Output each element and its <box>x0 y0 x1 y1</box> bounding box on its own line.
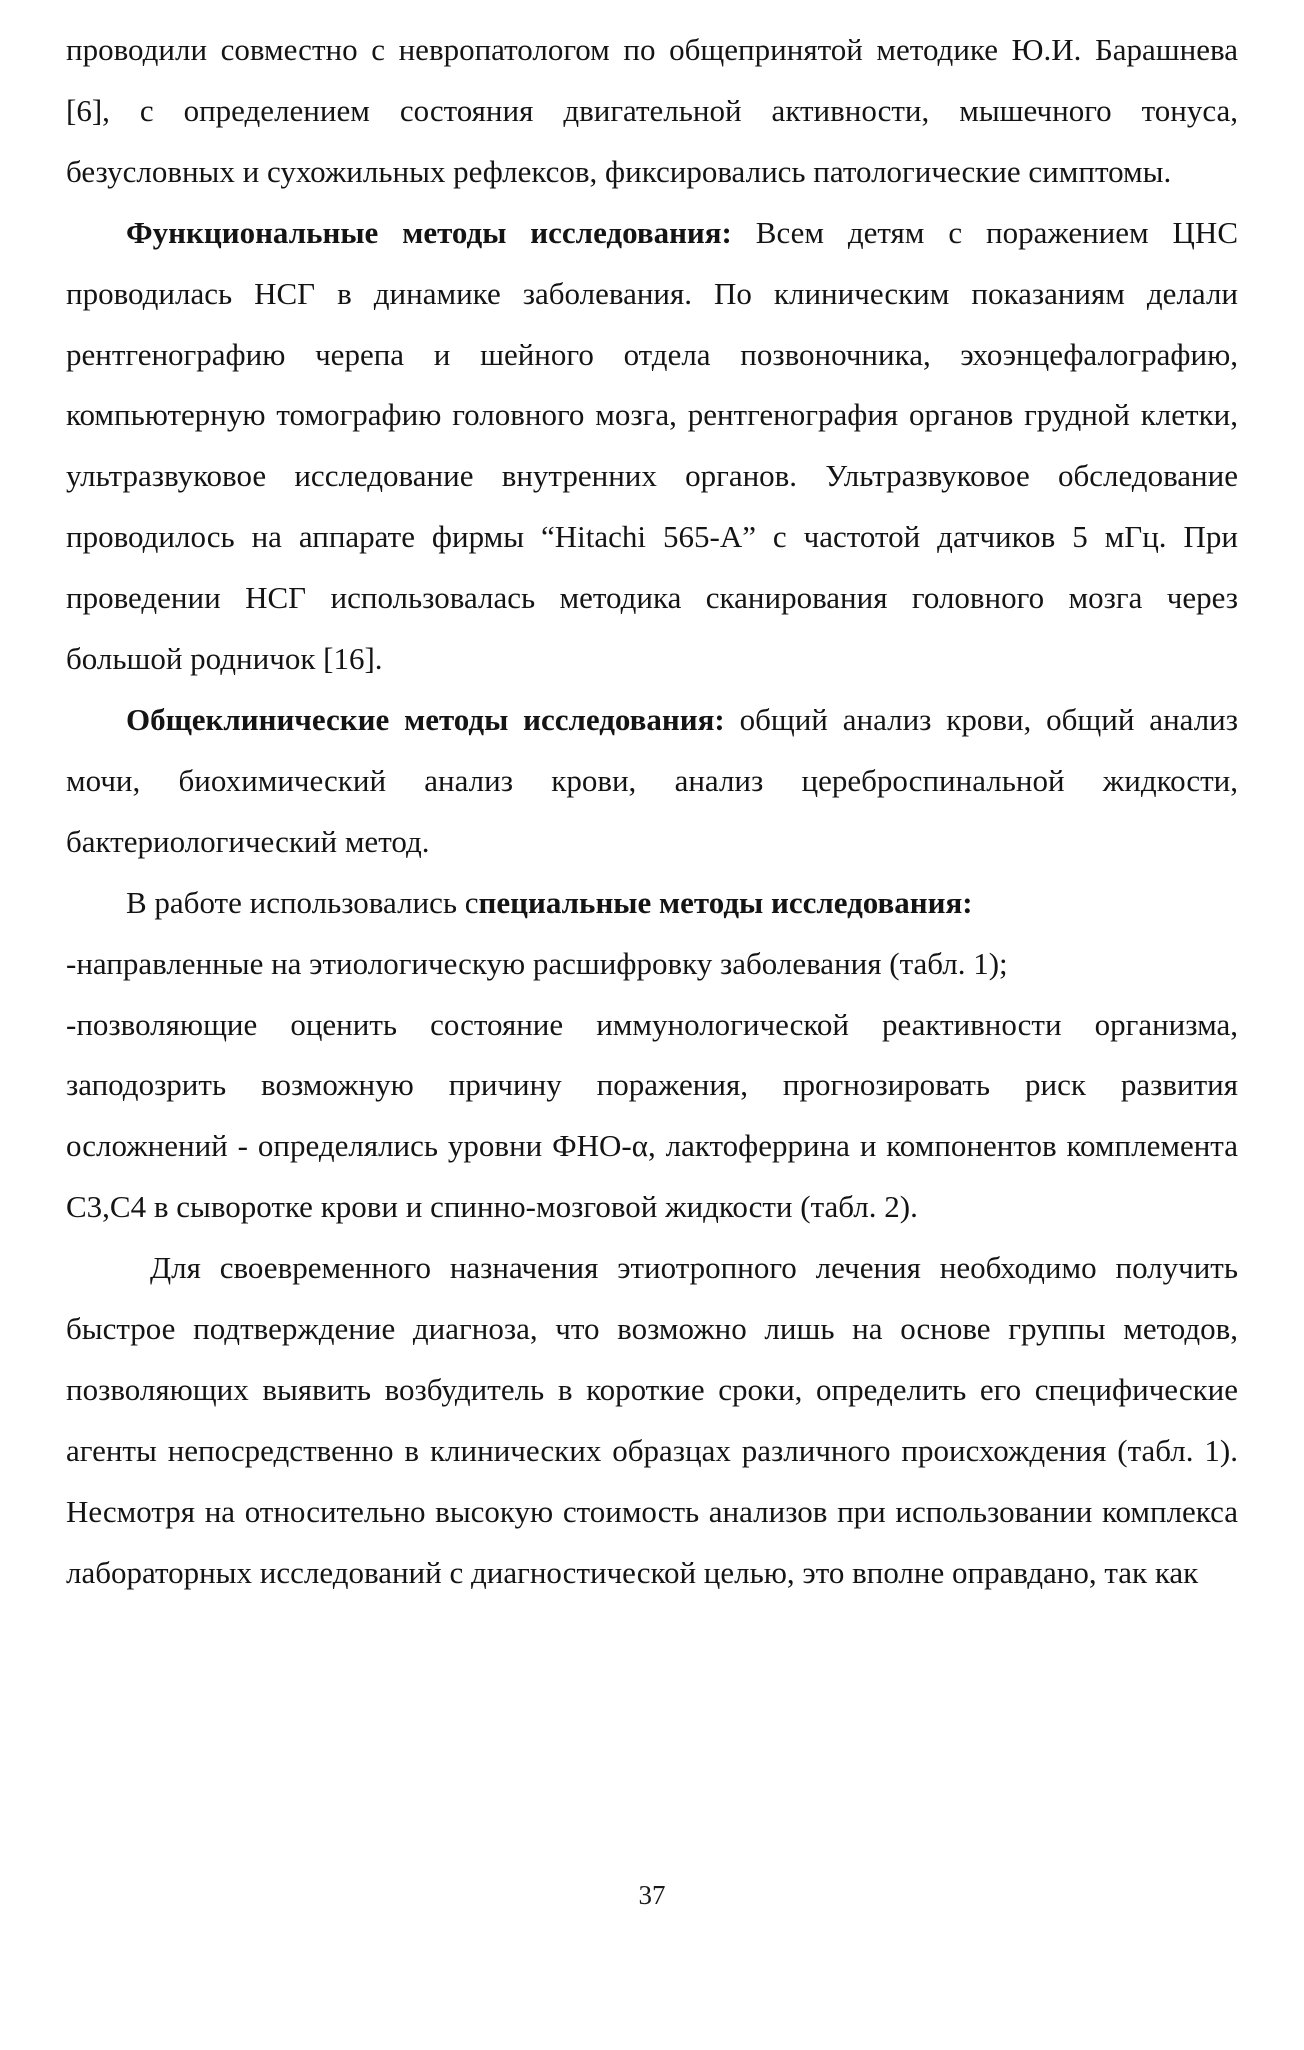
paragraph-text: Для своевременного назначения этиотропного лечения необходимо получить быстрое подтверждение диагноза, что возможно лишь на основе группы методов, позволяющих выявить возбудитель в короткие сроки, определить его специфические агенты непосредственно в клинических образцах различного происхождения (табл. 1). Несмотря на относительно высокую стоимость анализов при использовании комплекса лабораторных исследований с диагностической целью, это вполне оправдано, так как <box>66 1250 1238 1590</box>
list-item-text: -позволяющие оценить состояние иммунологической реактивности организма, заподозрить возможную причину поражения, прогнозировать риск развития осложнений - определялись уровни ФНО-α, лактоферрина и компонентов комплемента С3,С4 в сыворотке крови и спинно-мозговой жидкости (табл. 2). <box>66 1006 1238 1225</box>
paragraph-clinical-methods <box>66 690 1238 873</box>
paragraph-text: В работе использовались с <box>126 884 479 920</box>
section-heading-clinical-methods: Общеклинические методы исследования: <box>126 701 725 737</box>
page-number: 37 <box>638 1880 666 1910</box>
paragraph-examination-method <box>66 20 1238 203</box>
section-heading-functional-methods: Функциональные методы исследования: <box>126 214 732 250</box>
paragraph-text: Всем детям с поражением ЦНС проводилась НСГ в динамике заболевания. По клиническим показаниям делали рентгенографию черепа и шейного отдела позвоночника, эхоэнцефалографию, компьютерную томографию головного мозга, рентгенография органов грудной клетки, ультразвуковое исследование внутренних органов. Ультразвуковое обследование проводилось на аппарате фирмы “Hitachi 565-A” с частотой датчиков 5 мГц. При проведении НСГ использовалась методика сканирования головного мозга через большой родничок [16]. <box>66 214 1238 677</box>
list-item-immunology <box>66 995 1238 1239</box>
paragraph-special-methods-intro <box>66 873 1238 934</box>
section-heading-special-methods: пециальные методы исследования: <box>478 884 973 920</box>
paragraph-functional-methods <box>66 203 1238 690</box>
list-item-etiology <box>66 934 1238 995</box>
paragraph-text: проводили совместно с невропатологом по общепринятой методике Ю.И. Барашнева [6], с определением состояния двигательной активности, мышечного тонуса, безусловных и сухожильных рефлексов, фиксировались патологические симптомы. <box>66 32 1238 189</box>
paragraph-text: общий анализ крови, общий анализ мочи, биохимический анализ крови, анализ цереброспинальной жидкости, бактериологический метод. <box>66 701 1238 859</box>
body-text <box>66 20 1238 1604</box>
list-item-text: -направленные на этиологическую расшифровку заболевания (табл. 1); <box>66 945 1008 981</box>
paragraph-etiotropic-treatment <box>66 1238 1238 1603</box>
